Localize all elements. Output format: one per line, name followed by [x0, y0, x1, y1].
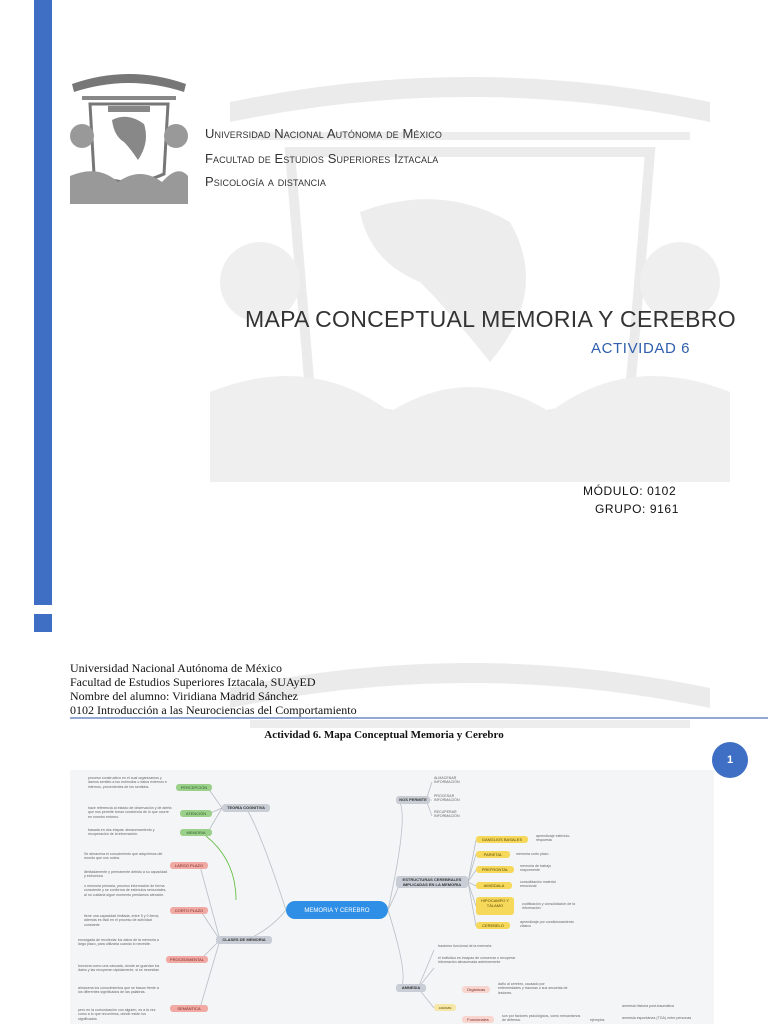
group-label: GRUPO: 9161 — [595, 502, 679, 516]
program-name: Psicología a distancia — [205, 174, 326, 189]
node-funcionales: Funcionales — [462, 1016, 494, 1023]
module-label: MÓDULO: 0102 — [583, 484, 677, 498]
node-atencion: ATENCIÓN — [180, 810, 212, 817]
node-organicas: Orgánicas — [462, 986, 490, 993]
node-percepcion: PERCEPCIÓN — [176, 784, 212, 791]
node-estructuras: ESTRUCTURAS CEREBRALES IMPLICADAS EN LA MEMORIA — [396, 876, 468, 888]
text-procedimental-2: funciona como una cascada, donde se guardan los datos y las recuperan rápidamente, si se necesitan — [78, 964, 160, 973]
text-funcionales: son por factores psicológicos, como mecanismos de defensa. — [502, 1014, 581, 1023]
text-semantica-2: pero en la comunicación con alguien, es a la vez como a lo que recurrimos, donde están los significados — [78, 1008, 156, 1021]
text-largo-plazo-2: ilimitadamente y permanente debido a su capacidad y estructura — [84, 870, 168, 879]
accent-square — [34, 614, 52, 632]
text-procedimental-1: encargada de recolectar los datos de la memoria a largo plazo, para utilizarla cuando lo necesite. — [78, 938, 159, 947]
text-amnesia-ex1: amnesia historia post-traumática — [622, 1004, 674, 1008]
text-parietal: memoria corto plazo — [516, 852, 549, 856]
text-hipocampo: codificación y consolidación de la información — [522, 902, 576, 911]
node-amigdala: AMIGDALA — [476, 882, 512, 889]
text-almacenar: ALMACENAR INFORMACIÓN — [434, 776, 460, 785]
text-corto-plazo-1: o memoria primaria, proceso información de forma consciente y se conforma de estímulos sensoriales, al no cuidarla sigue momento prestamos atención. — [84, 884, 167, 897]
institution-name: Universidad Nacional Autónoma de México — [205, 126, 442, 141]
text-organicas: daño al cerebro, causado por enfermedades y traumas o sus secuelas de lesiones. — [498, 982, 568, 995]
text-amnesia-def: trastorno funcional de la memoria — [438, 944, 492, 948]
header-line-student: Nombre del alumno: Viridiana Madrid Sánchez — [70, 689, 298, 703]
node-largo-plazo: LARGO PLAZO — [170, 862, 208, 869]
cover-subtitle: ACTIVIDAD 6 — [591, 340, 691, 357]
activity-title: Actividad 6. Mapa Conceptual Memoria y Cerebro — [264, 729, 504, 741]
center-node: MEMORIA Y CEREBRO — [286, 901, 388, 919]
header-line-course: 0102 Introducción a las Neurociencias del Comportamiento — [70, 703, 357, 717]
text-ganglios: aprendizaje estímulo-respuesta — [536, 834, 571, 843]
faculty-name: Facultad de Estudios Superiores Iztacala — [205, 151, 439, 166]
node-nos-permite: NOS PERMITE — [396, 796, 430, 804]
header-line-faculty: Facultad de Estudios Superiores Iztacala, SUAyED — [70, 675, 316, 689]
unam-watermark-seal — [190, 62, 750, 482]
node-prefrontal: PREFRONTAL — [476, 866, 514, 873]
page-number-badge: 1 — [712, 742, 748, 778]
text-semantica-1: almacena los conocimientos que se basan frente a los diferentes significados de las palabras. — [78, 986, 159, 995]
text-amnesia-ex2: amnesia espontánea (TGA) entre personas — [622, 1016, 692, 1020]
text-procesar: PROCESAR INFORMACIÓN — [434, 794, 460, 803]
node-ganglios: GANGLIOS BASALES — [476, 836, 528, 843]
text-amigdala: consolidación material emocional — [520, 880, 556, 889]
unam-seal-logo — [68, 70, 190, 204]
node-semantica: SEMÁNTICA — [170, 1005, 208, 1012]
text-amnesia-desc: el individuo es incapaz de conservar o recuperar información almacenada anteriormente — [438, 956, 516, 965]
text-atencion: hace referencia al estado de observación y de alerta que nos permite tomar conciencia de lo que ocurre en nuestro entorno. — [88, 806, 172, 819]
text-recuperar: RECUPERAR INFORMACIÓN — [434, 810, 460, 819]
header-divider — [70, 717, 768, 719]
text-percepcion: proceso constructivo en el cual organizamos y damos sentido a los estímulos o datos externos e internos, provenientes de los sentidos. — [88, 776, 167, 789]
node-memoria: MEMORIA — [180, 829, 212, 836]
node-causas: causas — [434, 1004, 456, 1011]
text-cerebelo: aprendizaje por condicionamiento clásico — [520, 920, 574, 929]
concept-map — [70, 770, 714, 1024]
node-clases-memoria: CLASES DE MEMORIA — [216, 936, 272, 944]
text-prefrontal: memoria de trabajo mayormente — [520, 864, 551, 873]
text-corto-plazo-2: tiene una capacidad limitada, entre 5 y 9 ítems, además es fácil en el proceso de actividad constante — [84, 914, 160, 927]
accent-bar — [34, 0, 52, 605]
node-procedimental: PROCEDIMENTAL — [166, 956, 208, 963]
text-memoria: basada en dos etapas: almacenamiento y recuperación de la información. — [88, 828, 155, 837]
node-corto-plazo: CORTO PLAZO — [170, 907, 208, 914]
node-cerebelo: CEREBELO — [476, 922, 510, 929]
node-parietal: PARIETAL — [476, 851, 510, 858]
text-largo-plazo-1: Se almacena el conocimiento que adquirimos del mundo que nos rodea. — [84, 852, 163, 861]
node-amnesia: AMNESIA — [396, 984, 426, 992]
node-hipocampo: HIPOCAMPO Y TÁLAMO — [476, 897, 514, 915]
text-ejemplos: ejemplos — [590, 1018, 605, 1022]
cover-title: MAPA CONCEPTUAL MEMORIA Y CEREBRO — [245, 306, 736, 332]
node-teoria-cognitiva: TEORÍA COGNITIVA — [222, 804, 270, 812]
header-line-university: Universidad Nacional Autónoma de México — [70, 661, 282, 675]
